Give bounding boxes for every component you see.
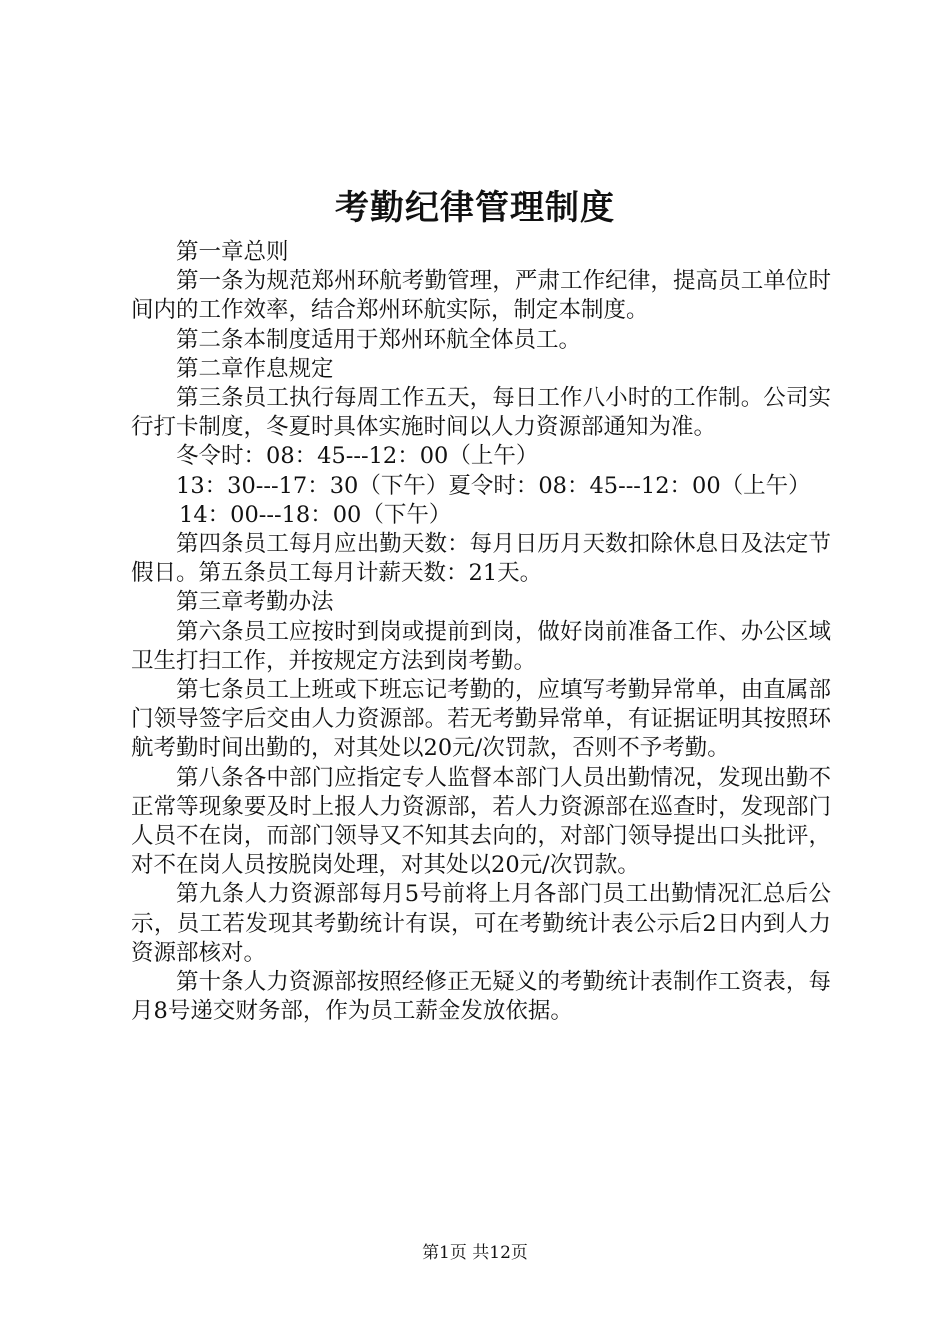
schedule-line: 14：00---18：00（下午） xyxy=(179,501,452,528)
document-body xyxy=(131,238,831,1026)
article-paragraph: 第十条人力资源部按照经修正无疑义的考勤统计表制作工资表，每月8号递交财务部，作为员工薪金发放依据。 xyxy=(131,969,831,1025)
article-paragraph: 第六条员工应按时到岗或提前到岗，做好岗前准备工作、办公区域卫生打扫工作，并按规定方法到岗考勤。 xyxy=(131,618,831,674)
chapter-heading: 第三章考勤办法 xyxy=(176,589,334,616)
document-title: 考勤纪律管理制度 xyxy=(335,188,615,228)
chapter-heading: 第二章作息规定 xyxy=(176,355,334,382)
schedule-line: 13：30---17：30（下午）夏令时：08：45---12：00（上午） xyxy=(176,472,811,499)
article-paragraph: 第九条人力资源部每月5号前将上月各部门员工出勤情况汇总后公示，员工若发现其考勤统计有误，可在考勤统计表公示后2日内到人力资源部核对。 xyxy=(131,881,831,966)
article-paragraph: 第三条员工执行每周工作五天，每日工作八小时的工作制。公司实行打卡制度，冬夏时具体实施时间以人力资源部通知为准。 xyxy=(131,385,831,441)
article-paragraph: 第一条为规范郑州环航考勤管理，严肃工作纪律，提高员工单位时间内的工作效率，结合郑州环航实际，制定本制度。 xyxy=(131,268,831,324)
article-paragraph: 第七条员工上班或下班忘记考勤的，应填写考勤异常单，由直属部门领导签字后交由人力资源部。若无考勤异常单，有证据证明其按照环航考勤时间出勤的，对其处以20元/次罚款，否则不予考勤。 xyxy=(131,677,831,762)
chapter-heading: 第一章总则 xyxy=(176,239,289,265)
schedule-line: 冬令时：08：45---12：00（上午） xyxy=(176,443,539,470)
article-paragraph: 第四条员工每月应出勤天数：每月日历月天数扣除休息日及法定节假日。第五条员工每月计薪天数：21天。 xyxy=(131,531,831,587)
article-paragraph: 第二条本制度适用于郑州环航全体员工。 xyxy=(176,326,582,353)
article-paragraph: 第八条各中部门应指定专人监督本部门人员出勤情况，发现出勤不正常等现象要及时上报人力资源部，若人力资源部在巡查时，发现部门人员不在岗，而部门领导又不知其去向的，对部门领导提出口头批评，对不在岗人员按脱岗处理，对其处以20元/次罚款。 xyxy=(131,764,831,879)
page-number-footer: 第1页 共12页 xyxy=(422,1243,528,1263)
